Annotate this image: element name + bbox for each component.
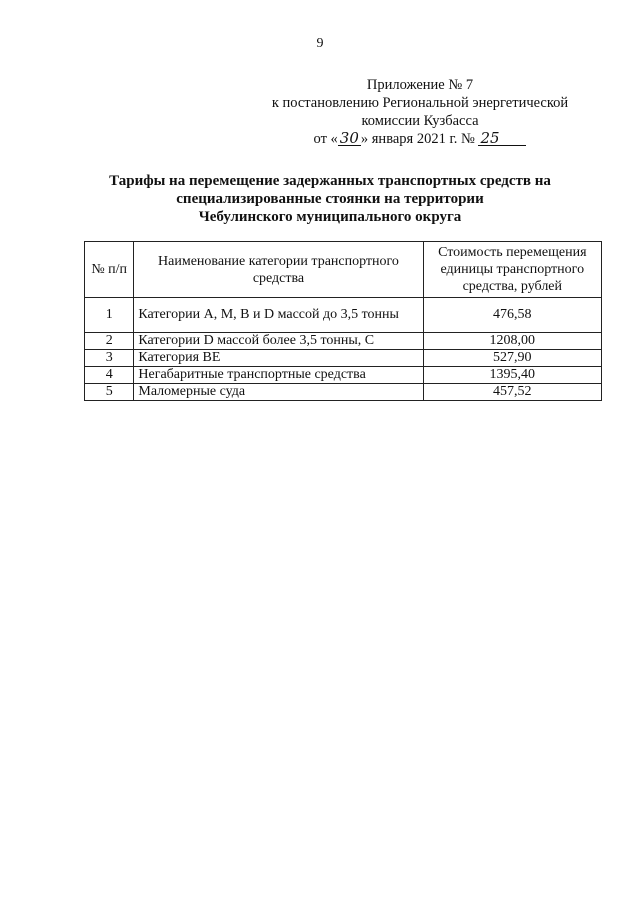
tariffs-table <box>84 241 602 401</box>
annex-date-middle: » января 2021 г. № <box>360 131 479 147</box>
row-number: 1 <box>85 298 134 333</box>
header-price: Стоимость перемещения единицы транспортного средства, рублей <box>423 242 601 298</box>
annex-date-prefix: от « <box>313 131 338 147</box>
row-price: 1208,00 <box>423 333 601 350</box>
document-title <box>100 172 560 226</box>
handwritten-doc-number: 25 <box>478 131 526 146</box>
row-price: 527,90 <box>423 350 601 367</box>
row-number: 4 <box>85 367 134 384</box>
row-number: 5 <box>85 384 134 401</box>
table-row <box>85 333 602 350</box>
header-category: Наименование категории транспортного средства <box>134 242 423 298</box>
row-category: Негабаритные транспортные средства <box>134 367 423 384</box>
row-number: 2 <box>85 333 134 350</box>
table-header-row <box>85 242 602 298</box>
row-category: Категории A, M, B и D массой до 3,5 тонны <box>134 298 423 333</box>
table-row <box>85 350 602 367</box>
annex-commission: комиссии Кузбасса <box>361 113 479 129</box>
annex-resolution-ref: к постановлению Региональной энергетической <box>271 95 569 111</box>
title-line-2: специализированные стоянки на территории <box>176 191 484 207</box>
row-category: Категории D массой более 3,5 тонны, C <box>134 333 423 350</box>
row-price: 1395,40 <box>423 367 601 384</box>
row-price: 476,58 <box>423 298 601 333</box>
annex-date-line <box>250 130 590 148</box>
annex-title: Приложение № 7 <box>366 77 474 93</box>
row-category: Маломерные суда <box>134 384 423 401</box>
row-price: 457,52 <box>423 384 601 401</box>
annex-header <box>250 76 590 148</box>
handwritten-day: 30 <box>339 129 359 147</box>
row-category: Категория BE <box>134 350 423 367</box>
title-line-3: Чебулинского муниципального округа <box>198 209 462 225</box>
row-number: 3 <box>85 350 134 367</box>
table-row <box>85 298 602 333</box>
header-number: № п/п <box>85 242 134 298</box>
page-number: 9 <box>316 36 324 51</box>
title-line-1: Тарифы на перемещение задержанных транспортных средств на <box>109 173 551 189</box>
table-row <box>85 384 602 401</box>
table-row <box>85 367 602 384</box>
